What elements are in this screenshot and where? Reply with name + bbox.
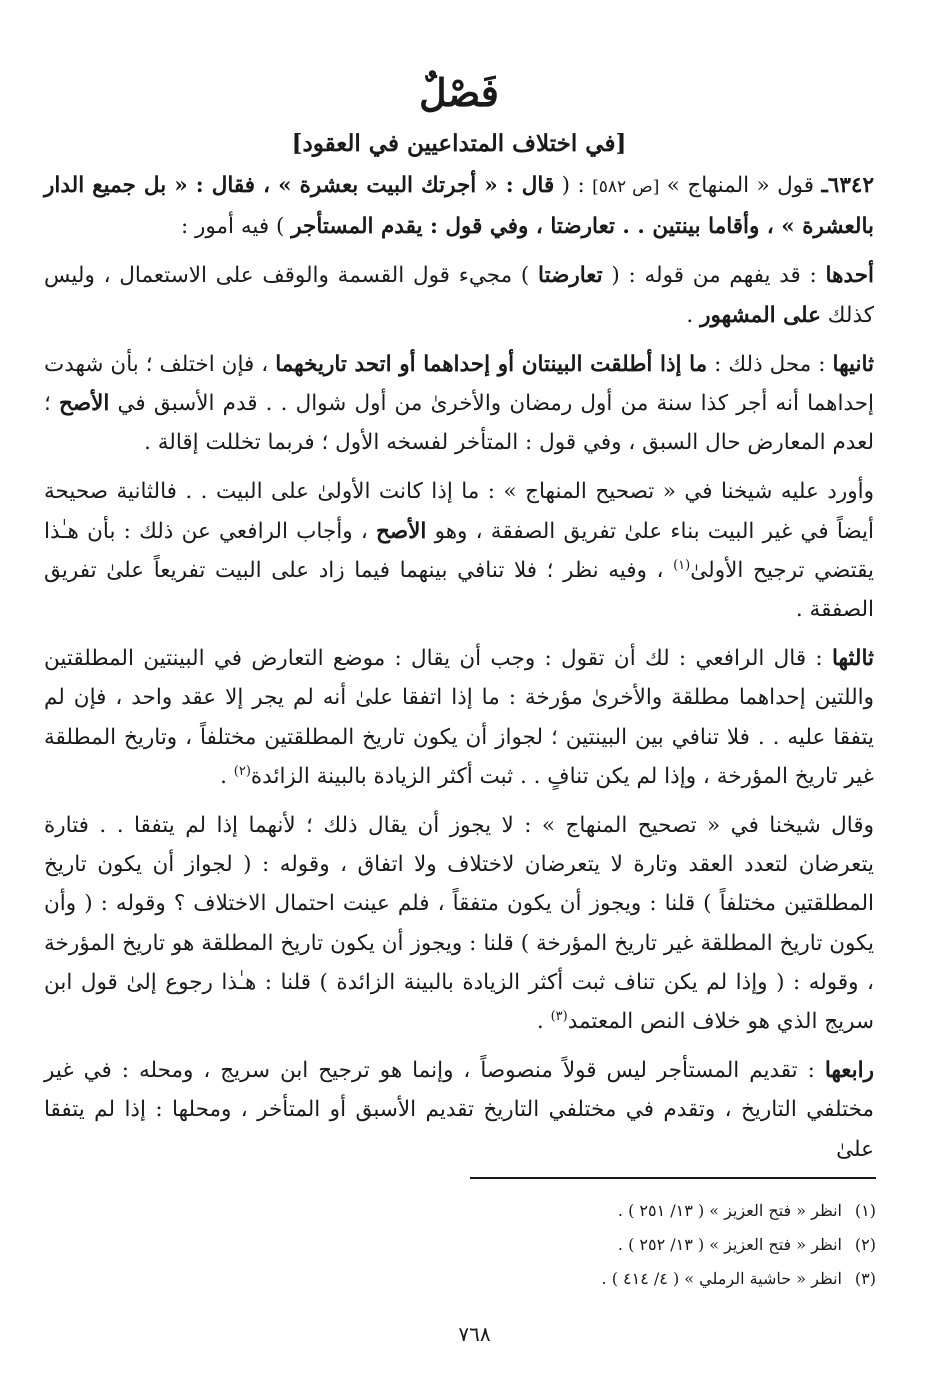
- entry-number: ٦٣٤٢ـ: [821, 173, 874, 198]
- paragraph-lead: ثانيها: [832, 351, 874, 377]
- page-number: ٧٦٨: [458, 1322, 491, 1346]
- footnote-number: (١): [854, 1201, 876, 1220]
- paragraph-fourth: رابعها : تقديم المستأجر ليس قولاً منصوصاً ، وإنما هو ترجيح ابن سريج ، ومحله : في غير مختلفي التاريخ ، وتقدم في مختلفي التاريخ تقديم الأسبق أو المتأخر ، ومحلها : إذا لم يتفقا علىٰ: [44, 1058, 874, 1162]
- paragraph-6342: ٦٣٤٢ـ قول « المنهاج » [ص ٥٨٢] : ( قال : « أجرتك البيت بعشرة » ، فقال : « بل جميع الدار بالعشرة » ، وأقاما بينتين . . تعارضتا ، وفي قول : يقدم المستأجر ) فيه أمور :: [44, 173, 874, 240]
- page-body: [44, 70, 874, 1179]
- chapter-subtitle: [في اختلاف المتداعيين في العقود]: [291, 130, 627, 157]
- footnote-number: (٢): [854, 1235, 876, 1254]
- paragraph-response: وقال شيخنا في « تصحيح المنهاج » : لا يجوز أن يقال ذلك ؛ لأنهما إذا لم يتفقا . . فتارة يتعرضان لتعدد العقد وتارة لا يتعرضان لاختلاف ولا اتفاق ، وقوله : ( لجواز أن يكون تاريخ المطلقتين مختلفاً ) قلنا : ويجوز أن يكون متفقاً ، فلم عينت احتمال الاختلاف ؟ وقوله : ( وأن يكون تاريخ المطلقة غير تاريخ المؤرخة ) قلنا : ويجوز أن يكون تاريخ المطلقة هو تاريخ المؤرخة ، وقوله : ( وإذا لم يكن تناف ثبت أكثر الزيادة بالبينة الزائدة ) قلنا : هـٰذا رجوع إلىٰ قول ابن سريج الذي هو خلاف النص المعتمد$^{(٣)}$ .: [44, 813, 874, 1035]
- footnote-item: [470, 1262, 876, 1296]
- paragraph-lead: رابعها: [824, 1058, 874, 1084]
- footnote-marker[interactable]: (١): [673, 557, 691, 573]
- paragraph-lead: ثالثها: [831, 646, 874, 672]
- footnote-marker[interactable]: (٢): [233, 763, 251, 779]
- footnote-text: انظر « فتح العزيز » ( ١٣/ ٢٥١ ) .: [617, 1201, 842, 1220]
- paragraph-first: أحدها : قد يفهم من قوله : ( تعارضتا ) مجيء قول القسمة والوقف على الاستعمال ، وليس كذلك على المشهور .: [44, 263, 874, 328]
- footnote-divider: [470, 1177, 876, 1179]
- paragraph-objection: وأورد عليه شيخنا في « تصحيح المنهاج » : ما إذا كانت الأولىٰ على البيت . . فالثانية صحيحة أيضاً في غير البيت بناء علىٰ تفريق الصفقة ، وهو الأصح ، وأجاب الرافعي عن ذلك : بأن هـٰذا يقتضي ترجيح الأولىٰ$^{(١)}$ ، وفيه نظر ؛ فلا تنافي بينهما فيما زاد على البيت تفريعاً علىٰ تفريق الصفقة .: [44, 479, 875, 623]
- paragraph-lead: أحدها: [825, 263, 874, 289]
- footnote-item: [470, 1228, 876, 1262]
- chapter-heading: فَصْلٌ: [419, 70, 499, 115]
- page-reference: [ص ٥٨٢]: [592, 177, 660, 197]
- footnote-text: انظر « حاشية الرملي » ( ٤/ ٤١٤ ) .: [601, 1269, 842, 1288]
- footnote-item: [470, 1194, 876, 1228]
- footnote-text: انظر « فتح العزيز » ( ١٣/ ٢٥٢ ) .: [617, 1235, 842, 1254]
- paragraph-second: ثانيها : محل ذلك : ما إذا أطلقت البينتان أو إحداهما أو اتحد تاريخهما ، فإن اختلف ؛ بأن شهدت إحداهما أنه أجر كذا سنة من أول رمضان والأخرىٰ من أول شوال . . قدم الأسبق في الأصح ؛ لعدم المعارض حال السبق ، وفي قول : المتأخر لفسخه الأول ؛ فربما تخللت إقالة .: [44, 351, 874, 456]
- footnotes: [470, 1194, 876, 1296]
- footnote-marker[interactable]: (٣): [550, 1008, 568, 1024]
- paragraph-third: ثالثها : قال الرافعي : لك أن تقول : وجب أن يقال : موضع التعارض في البينتين المطلقتين واللتين إحداهما مطلقة والأخرىٰ مؤرخة : ما إذا اتفقا علىٰ أنه لم يجر إلا عقد واحد ، فإن لم يتفقا عليه . . فلا تنافي بين البينتين ؛ لجواز أن يكون تاريخ المطلقتين مختلفاً ، وتاريخ المطلقة غير تاريخ المؤرخة ، وإذا لم يكن تنافٍ . . ثبت أكثر الزيادة بالبينة الزائدة$^{(٢)}$ .: [44, 646, 874, 789]
- footnote-number: (٣): [854, 1269, 876, 1288]
